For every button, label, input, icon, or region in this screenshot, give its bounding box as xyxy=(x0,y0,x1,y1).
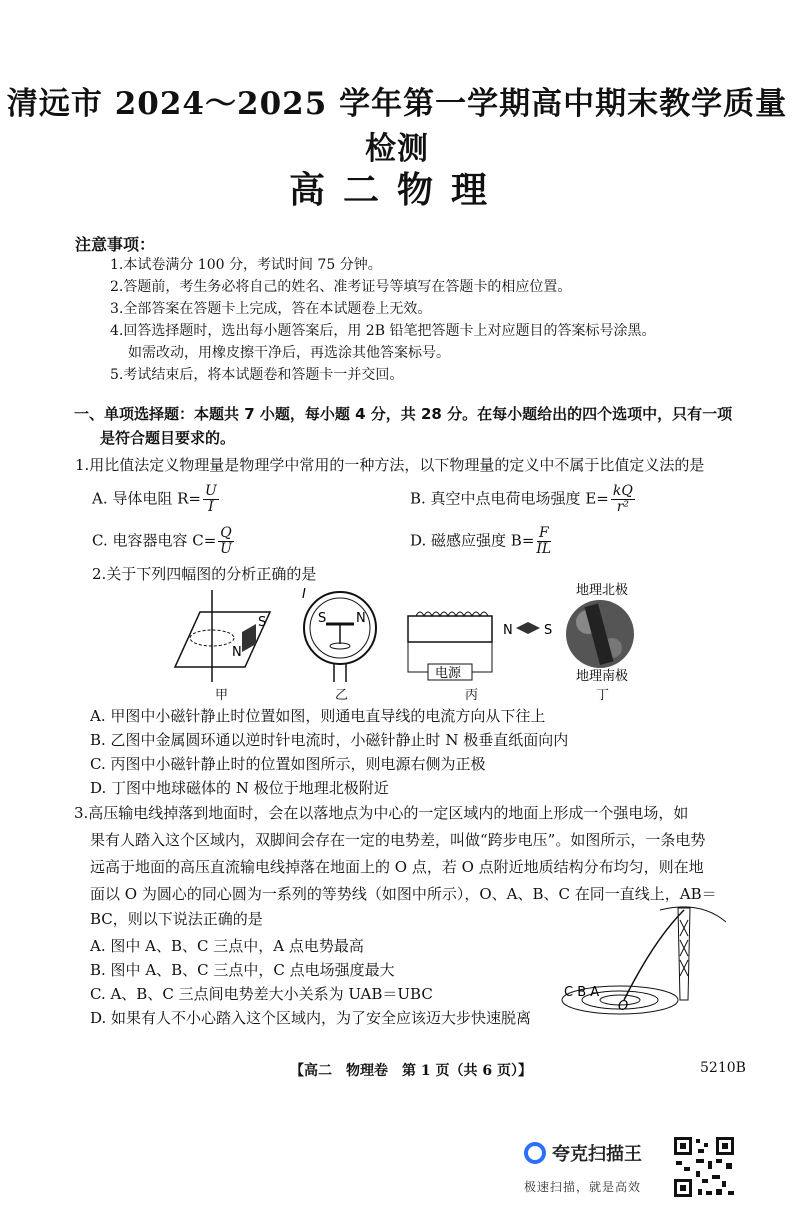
power-label: 电源 xyxy=(435,666,462,681)
fraction xyxy=(536,526,551,557)
denominator: r² xyxy=(616,499,629,515)
notice-item: 如需改动，用橡皮擦干净后，再选涂其他答案标号。 xyxy=(128,345,450,361)
figure-jia xyxy=(175,590,270,682)
pole-s-label: S xyxy=(544,623,553,638)
scanner-logo-icon xyxy=(524,1142,546,1164)
fraction xyxy=(611,484,635,515)
notice-item: 5.考试结束后，将本试题卷和答题卡一并交回。 xyxy=(110,367,404,383)
notice-item: 2.答题前，考生务必将自己的姓名、准考证号等填写在答题卡的相应位置。 xyxy=(110,279,572,295)
notice-heading: 注意事项： xyxy=(75,235,156,254)
numerator: Q xyxy=(220,525,232,541)
notice-item: 1.本试卷满分 100 分，考试时间 75 分钟。 xyxy=(110,257,382,273)
figure-label-ding: 丁 xyxy=(596,688,610,703)
numerator: kQ xyxy=(612,483,633,499)
north-pole-label: 地理北极 xyxy=(576,583,629,598)
q1-option-a xyxy=(92,484,221,515)
pole-n-label: N xyxy=(232,645,242,660)
q3-option-a: A. 图中 A、B、C 三点中，A 点电势最高 xyxy=(90,937,364,955)
numerator: F xyxy=(538,525,549,541)
numerator: U xyxy=(205,483,217,499)
figure-ding xyxy=(566,582,634,684)
q1-option-d xyxy=(410,526,553,557)
q3-stem-line: 3.高压输电线掉落到地面时，会在以落地点为中心的一定区域内的地面上形成一个强电场，如 xyxy=(74,804,689,822)
fraction xyxy=(203,484,219,515)
figure-label-jia: 甲 xyxy=(215,688,229,703)
figure-bing xyxy=(408,612,552,681)
points-label: C B A xyxy=(564,985,600,1000)
q1-option-b xyxy=(410,484,637,515)
figure-label-yi: 乙 xyxy=(335,688,349,703)
paper-code: 5210B xyxy=(700,1060,746,1076)
pole-s-label: S xyxy=(258,615,267,630)
question-1-stem: 1.用比值法定义物理量是物理学中常用的一种方法，以下物理量的定义中不属于比值定义法的是 xyxy=(75,456,705,474)
pole-s-label: S xyxy=(318,611,327,626)
current-label: I xyxy=(302,587,306,602)
scanner-brand xyxy=(524,1140,642,1166)
section-heading-cont: 是符合题目要求的。 xyxy=(100,429,236,447)
q2-option-c: C. 丙图中小磁针静止时的位置如图所示，则电源右侧为正极 xyxy=(90,755,486,773)
qr-code-icon xyxy=(672,1135,736,1199)
q3-stem-line: 果有人踏入这个区域内，双脚间会存在一定的电势差，叫做“跨步电压”。如图所示，一条电势 xyxy=(90,831,706,849)
section-heading: 一、单项选择题：本题共 7 小题，每小题 4 分，共 28 分。在每小题给出的四个选项中，只有一项 xyxy=(74,405,733,423)
figure-yi xyxy=(302,587,376,682)
fraction xyxy=(218,526,233,557)
exam-title: 清远市 2024～2025 学年第一学期高中期末教学质量检测 xyxy=(6,86,788,167)
option-text: D. 磁感应强度 B= xyxy=(410,531,535,550)
question-2-stem: 2.关于下列四幅图的分析正确的是 xyxy=(92,565,317,583)
q3-option-c: C. A、B、C 三点间电势差大小关系为 UAB＝UBC xyxy=(90,985,433,1003)
pole-n-label: N xyxy=(503,623,513,638)
q3-stem-line: 远高于地面的高压直流输电线掉落在地面上的 O 点，若 O 点附近地质结构分布均匀，则在地 xyxy=(90,858,704,876)
option-text: A. 导体电阻 R= xyxy=(92,489,201,508)
option-text: B. 真空中点电荷电场强度 E= xyxy=(410,489,609,508)
option-text: C. 电容器电容 C= xyxy=(92,531,217,550)
q2-figures xyxy=(160,582,660,702)
pole-n-label: N xyxy=(356,611,366,626)
q2-option-d: D. 丁图中地球磁体的 N 极位于地理北极附近 xyxy=(90,779,389,797)
denominator: U xyxy=(220,541,232,557)
q3-option-d: D. 如果有人不小心踏入这个区域内，为了安全应该迈大步快速脱离 xyxy=(90,1009,532,1027)
subject-title: 高二物理 xyxy=(288,169,505,211)
q3-option-b: B. 图中 A、B、C 三点中，C 点电场强度最大 xyxy=(90,961,395,979)
notice-item: 3.全部答案在答题卡上完成，答在本试题卷上无效。 xyxy=(110,301,432,317)
brand-text: 夸克扫描王 xyxy=(552,1144,642,1165)
origin-label: O xyxy=(618,999,629,1014)
q3-figure xyxy=(560,900,730,1030)
q3-stem-line: BC，则以下说法正确的是 xyxy=(90,910,263,928)
figure-label-bing: 丙 xyxy=(465,688,479,703)
denominator: I xyxy=(208,499,214,515)
q2-option-b: B. 乙图中金属圆环通以逆时针电流时，小磁针静止时 N 极垂直纸面向内 xyxy=(90,731,569,749)
denominator: IL xyxy=(536,541,552,557)
q1-option-c xyxy=(92,526,236,557)
page-footer: 【高二 物理卷 第 1 页（共 6 页）】 xyxy=(290,1063,532,1079)
q2-option-a: A. 甲图中小磁针静止时位置如图，则通电直导线的电流方向从下往上 xyxy=(90,707,546,725)
scanner-tagline: 极速扫描，就是高效 xyxy=(524,1180,642,1194)
south-pole-label: 地理南极 xyxy=(576,669,629,684)
q3-stem-line: 面以 O 为圆心的同心圆为一系列的等势线（如图中所示），O、A、B、C 在同一直线上，AB＝ xyxy=(90,885,717,903)
notice-item: 4.回答选择题时，选出每小题答案后，用 2B 铅笔把答题卡上对应题目的答案标号涂黑。 xyxy=(110,323,656,339)
